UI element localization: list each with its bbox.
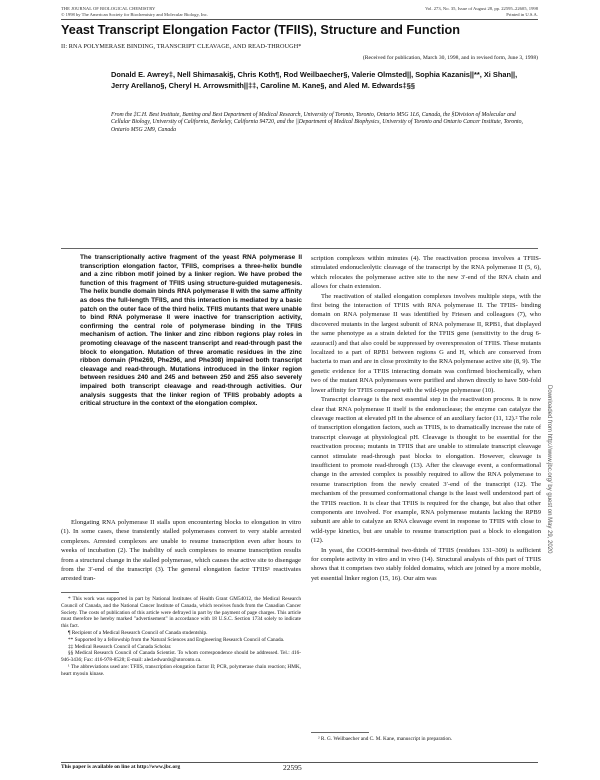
right-column	[311, 254, 541, 583]
footnote-manuscript: ² R. G. Weilbaecher and C. M. Kane, manuscript in preparation.	[318, 736, 453, 742]
footnote-abbreviations: ¹ The abbreviations used are: TFIIS, transcription elongation factor II; PCR, polymerase chain reaction; HMK, heart myosin kinase.	[61, 663, 301, 677]
printed-line: Printed in U.S.A.	[506, 12, 538, 17]
abstract: The transcriptionally active fragment of the yeast RNA polymerase II transcription elongation factor, TFIIS, comprises a three-helix bundle and a zinc ribbon motif joined by a linker region. We have probed the function of this fragment of TFIIS using structure-guided mutagenesis. The helix bundle domain binds RNA polymerase II with the same affinity as does the full-length TFIIS, and this interaction is mediated by a basic patch on the outer face of the third helix. TFIIS mutants that were unable to bind RNA polymerase II were inactive for transcription activity, confirming the central role of polymerase binding in the TFIIS mechanism of action. The linker and zinc ribbon regions play roles in promoting cleavage of the nascent transcript and read-through past the block to elongation. Mutation of three aromatic residues in the zinc ribbon domain (Phe269, Phe296, and Phe308) impaired both transcript cleavage and read-through. Mutations introduced in the linker region between residues 240 and 245 and between 250 and 255 also severely impaired both transcript cleavage and read-through activities. Our analysis suggests that the linker region of TFIIS probably adopts a critical structure in the context of the elongation complex.	[80, 254, 302, 408]
top-rule	[61, 19, 538, 20]
page-number: 22595	[283, 763, 302, 772]
received-dates: (Received for publication, March 30, 1998, and in revised form, June 3, 1998)	[362, 55, 538, 61]
journal-name: THE JOURNAL OF BIOLOGICAL CHEMISTRY	[61, 6, 156, 11]
footnotes	[61, 596, 301, 678]
footnote-rule-right	[311, 732, 369, 733]
download-watermark: Downloaded from http://www.jbc.org/ by guest on May 29, 2020	[546, 385, 552, 554]
footnote-correspondence: §§ Medical Research Council of Canada Scientist. To whom correspondence should be addressed. Tel.: 416-946-3436; Fax: 416-978-8528; E-mail: aled.edwards@utoronto.ca.	[61, 650, 301, 664]
right-paragraph: The reactivation of stalled elongation complexes involves multiple steps, with the first being the interaction of TFIIS with RNA polymerase II. The TFIIS- binding domain on RNA polymerase II was identified by Friesen and colleagues (7), who discovered mutants in the largest subunit of RNA polymerase II, RPB1, that displayed the same phenotype as a strain deleted for the TFIIS gene (sensitivity to the drug 6-azauracil) and that also could be suppressed by overexpression of TFIIS. These mutants localized to a part of RPB1 between regions G and H, which are conserved from bacteria to man and are in close proximity to the RNA polymerase active site (8, 9). The genetic evidence for a TFIIS interacting domain was confirmed biochemically, when two of the mutant RNA polymerases were purified and shown directly to have 500-fold lower affinity for TFIIS compared with the wild-type polymerase (10).	[311, 292, 541, 394]
footnote-funding: * This work was supported in part by National Institutes of Health Grant GM54012, the Medical Research Council of Canada, and the National Cancer Institute of Canada, which receives funds from the Canadian Cancer Society. The costs of publication of this article were defrayed in part by the payment of page charges. This article must therefore be hereby marked "advertisement" in accordance with 18 U.S.C. Section 1734 solely to indicate this fact.	[61, 596, 301, 630]
intro-paragraph: Elongating RNA polymerase II stalls upon encountering blocks to elongation in vitro (1). In some cases, these transiently stalled polymerases convert to very stable arrested complexes. Arrested complexes are unable to resume transcription even after hours to weeks of incubation (2). The inability of such complexes to resume transcription results from a structural change in the stalled polymerase, which causes the active site to disengage from the 3′-end of the transcript (3). The general elongation factor TFIIS¹ reactivates arrested tran-	[61, 519, 301, 583]
footnote-scholar: ‡‡ Medical Research Council of Canada Scholar.	[68, 643, 172, 650]
copyright-line: © 1998 by The American Society for Biochemistry and Molecular Biology, Inc.	[61, 12, 208, 17]
footnote-rule	[61, 592, 119, 593]
right-paragraph: In yeast, the COOH-terminal two-thirds of TFIIS (residues 131–309) is sufficient for complete activity in vitro and in vivo (14). Structural analysis of this part of TFIIS shows that it comprises two stably folded domains, which are joined by a more mobile, yet essential linker region (15, 16). Our aim was	[311, 546, 541, 582]
online-availability: This paper is available on line at http://www.jbc.org	[61, 764, 181, 770]
author-list: Donald E. Awrey‡, Nell Shimasaki§, Chris Koth¶, Rod Weilbaecher§, Valerie Olmsted||, Sophia Kazanis||**, Xi Shan||, Jerry Arellano§, Cheryl H. Arrowsmith||‡‡, Caroline M. Kane§, and Aled M. Edwards‡§§	[111, 70, 518, 90]
article-subtitle: II: RNA POLYMERASE BINDING, TRANSCRIPT CLEAVAGE, AND READ-THROUGH*	[61, 43, 302, 50]
right-paragraph: scription complexes within minutes (4). The reactivation process involves a TFIIS-stimulated endonucleolytic cleavage of the transcript by the RNA polymerase II (5, 6), which relocates the polymerase active site to the new 3′-end of the RNA chain and allows for chain extension.	[311, 255, 541, 291]
footnote-studentship: ¶ Recipient of a Medical Research Council of Canada studentship.	[68, 629, 208, 636]
right-paragraph: Transcript cleavage is the next essential step in the reactivation process. It is now clear that RNA polymerase II itself is the endonuclease; the enzyme can catalyze the cleavage reaction at elevated pH in the absence of an auxiliary factor (11, 12).² The role of transcription elongation factors, such as TFIIS, is to dramatically increase the rate of transcript cleavage at physiological pH. Cleavage is thought to be essential for the reactivation process; mutants in TFIIS that are unable to stimulate transcript cleavage cannot stimulate read-through past blocks to elongation. However, cleavage is insufficient to promote read-through (13). After the cleavage event, a conformational change in the arrested complex is possibly required to allow the RNA polymerase to resume transcription from the newly created 3′-end of the transcript (12). The mechanism of the presumed conformational change is the least well understood part of the TFIIS reaction. It is clear that TFIIS is required for the change, but also that other components are involved. For example, RNA polymerase mutants lacking the RPB9 subunit are able to catalyze an RNA cleavage event in response to TFIIS with close to wild-type kinetics, but are unable to resume transcription past a block to elongation (12).	[311, 396, 541, 545]
section-rule	[61, 248, 538, 249]
article-title: Yeast Transcript Elongation Factor (TFIIS), Structure and Function	[61, 23, 460, 37]
issue-header	[425, 6, 538, 18]
volume-line: Vol. 273, No. 35, Issue of August 28, pp. 22595–22605, 1998	[425, 6, 538, 11]
affiliations: From the ‡C.H. Best Institute, Banting and Best Department of Medical Research, University of Toronto, Toronto, Ontario M5G 1L6, Canada, the §Division of Molecular and Cellular Biology, University of California, Berkeley, California 94720, and the ||Department of Medical Biophysics, University of Toronto and Ontario Cancer Institute, Toronto, Ontario M5G 2M9, Canada	[111, 112, 523, 133]
footnote-fellowship: ** Supported by a fellowship from the Natural Sciences and Engineering Research Council of Canada.	[68, 636, 285, 643]
journal-header	[61, 6, 208, 18]
